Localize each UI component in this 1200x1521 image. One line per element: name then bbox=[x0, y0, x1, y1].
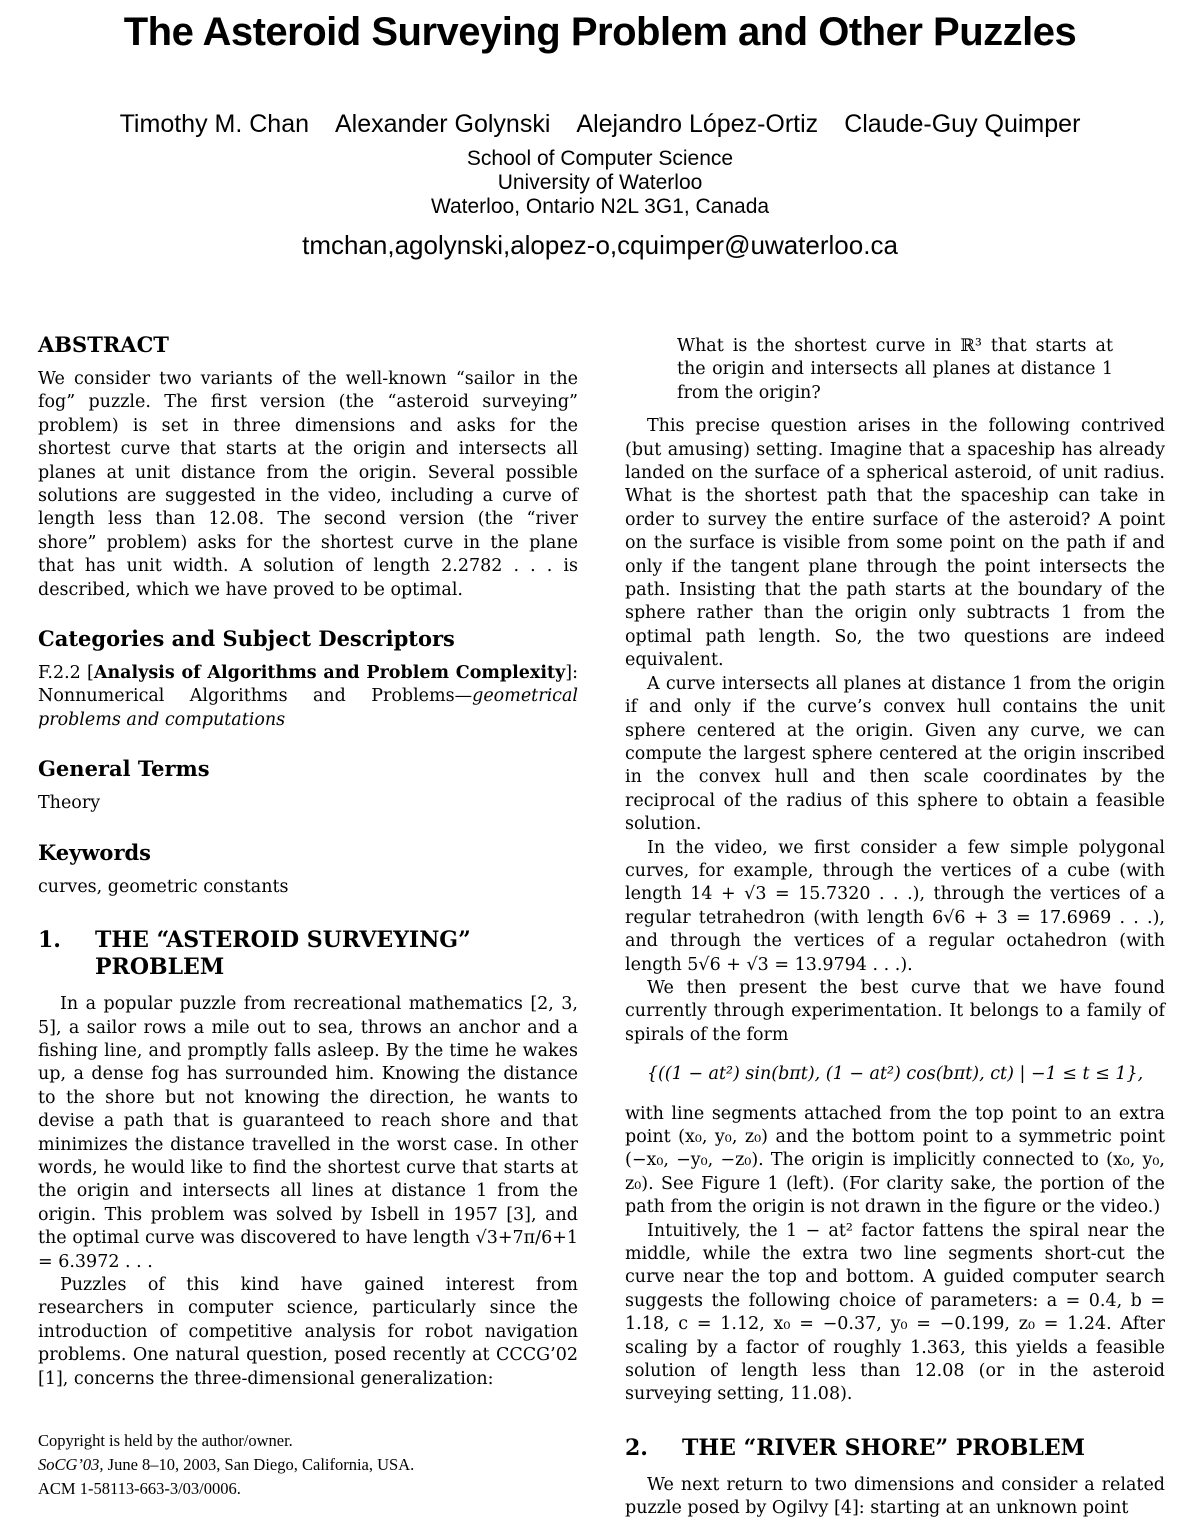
abstract-heading: ABSTRACT bbox=[38, 332, 169, 357]
affiliation-line: University of Waterloo bbox=[497, 171, 703, 194]
spiral-equation: {((1 − at²) sin(bπt), (1 − at²) cos(bπt), ct) | −1 ≤ t ≤ 1}, bbox=[646, 1064, 1144, 1085]
right-column bbox=[625, 331, 1165, 1519]
paper-title: The Asteroid Surveying Problem and Other Puzzles bbox=[123, 10, 1077, 54]
section-1-paragraph-2: Puzzles of this kind have gained interest from researchers in computer science, particularly since the introduction of competitive analysis for robot navigation problems. One natural question, posed recently at CCCG’02 [1], concerns the three-dimensional generalization: bbox=[38, 1274, 578, 1389]
author-list bbox=[0, 110, 1200, 138]
copyright-line: Copyright is held by the author/owner. bbox=[38, 1431, 293, 1450]
section-1-number: 1. bbox=[38, 927, 61, 954]
asteroid-paragraph-5: with line segments attached from the top point to an extra point (x₀, y₀, z₀) and the bottom point to a symmetric point (−x₀, −y₀, −z₀). The origin is implicitly connected to (x₀, y₀, z₀). See Figure 1 (left). (For clarity sake, the portion of the path from the origin is not drawn in the figure or the video.) bbox=[625, 1103, 1165, 1218]
section-2-heading bbox=[625, 1435, 1165, 1462]
author-name: Timothy M. Chan bbox=[119, 110, 309, 138]
section-2-number: 2. bbox=[625, 1434, 648, 1461]
abstract-paragraph: We consider two variants of the well-known “sailor in the fog” puzzle. The first version (the “asteroid surveying” problem) is set in three dimensions and asks for the shortest curve that starts at the origin and intersects all planes at unit distance from the origin. Several possible solutions are suggested in the video, including a curve of length less than 12.08. The second version (the “river shore” problem) asks for the shortest curve in the plane that has unit width. A solution of length 2.2782 . . . is described, which we have proved to be optimal. bbox=[38, 369, 578, 600]
section-1-heading bbox=[38, 927, 578, 981]
copyright-line bbox=[38, 1453, 578, 1477]
section-2-paragraph-1: We next return to two dimensions and consider a related puzzle posed by Ogilvy [4]: starting at an unknown point bbox=[625, 1474, 1165, 1519]
email-line: tmchan,agolynski,alopez-o,cquimper@uwaterloo.ca bbox=[302, 230, 898, 260]
categories-subject: geometrical problems and computations bbox=[38, 686, 578, 730]
asteroid-paragraph-6: Intuitively, the 1 − at² factor fattens the spiral near the middle, while the extra two line segments short-cut the curve near the top and bottom. A guided computer search suggests the following choice of parameters: a = 0.4, b = 1.18, c = 1.12, x₀ = −0.37, y₀ = −0.199, z₀ = 1.24. After scaling by a factor of roughly 1.363, this yields a feasible solution of length less than 12.08 (or in the asteroid surveying setting, 11.08). bbox=[625, 1220, 1165, 1405]
asteroid-paragraph-4: We then present the best curve that we have found currently through experimentation. It belongs to a family of spirals of the form bbox=[625, 977, 1165, 1045]
categories-mid: ]: Nonnumerical Algorithms and Problems— bbox=[38, 663, 578, 707]
keywords-paragraph: curves, geometric constants bbox=[38, 876, 289, 897]
section-1-paragraph-1: In a popular puzzle from recreational mathematics [2, 3, 5], a sailor rows a mile out to sea, throws an anchor and a fishing line, and promptly falls asleep. By the time he wakes up, a dense fog has surrounded him. Knowing the distance to the shore but not knowing the direction, he wants to devise a path that is guaranteed to reach shore and that minimizes the distance travelled in the worst case. In other words, he would like to find the shortest curve that starts at the origin and intersects all lines at distance 1 from the origin. This problem was solved by Isbell in 1957 [3], and the optimal curve was discovered to have length √3+7π/6+1 = 6.3972 . . . bbox=[38, 994, 578, 1272]
author-name: Alexander Golynski bbox=[335, 110, 551, 138]
copyright-line: ACM 1-58113-663-3/03/0006. bbox=[38, 1479, 241, 1498]
two-column-body bbox=[38, 331, 1165, 1519]
general-terms-paragraph: Theory bbox=[38, 793, 101, 814]
copyright-venue: SoCG’03, bbox=[38, 1455, 104, 1474]
author-name: Claude-Guy Quimper bbox=[844, 110, 1081, 138]
general-terms-heading: General Terms bbox=[38, 756, 210, 782]
copyright-notice bbox=[38, 1429, 578, 1501]
asteroid-paragraph-3: In the video, we first consider a few simple polygonal curves, for example, through the vertices of a cube (with length 14 + √3 = 15.7320 . . .), through the vertices of a regular tetrahedron (with length 6√6 + 3 = 17.6969 . . .), and through the vertices of a regular octahedron (with length 5√6 + √3 = 13.9794 . . .). bbox=[625, 837, 1165, 975]
categories-descriptor: Analysis of Algorithms and Problem Complexity bbox=[93, 663, 566, 684]
categories-prefix: F.2.2 [ bbox=[38, 663, 94, 684]
section-1-title: THE “ASTEROID SURVEYING” PROBLEM bbox=[95, 927, 471, 981]
affiliation-line: School of Computer Science bbox=[466, 147, 734, 170]
asteroid-paragraph-2: A curve intersects all planes at distance 1 from the origin if and only if the curve’s convex hull contains the unit sphere centered at the origin. Given any curve, we can compute the largest sphere centered at the origin inscribed in the convex hull and then scale coordinates by the reciprocal of the radius of this sphere to obtain a feasible solution. bbox=[625, 673, 1165, 835]
keywords-heading: Keywords bbox=[38, 839, 152, 865]
author-name: Alejandro López-Ortiz bbox=[576, 110, 819, 138]
copyright-venue-rest: June 8–10, 2003, San Diego, California, USA. bbox=[103, 1455, 415, 1474]
section-2-title: THE “RIVER SHORE” PROBLEM bbox=[682, 1434, 1085, 1461]
affiliation-line: Waterloo, Ontario N2L 3G1, Canada bbox=[430, 195, 770, 218]
problem-quote: What is the shortest curve in ℝ³ that starts at the origin and intersects all planes at distance 1 from the origin? bbox=[677, 336, 1113, 403]
categories-heading: Categories and Subject Descriptors bbox=[38, 626, 455, 652]
categories-paragraph bbox=[38, 662, 578, 732]
left-column bbox=[38, 331, 578, 1501]
paper-header bbox=[0, 0, 1200, 259]
asteroid-paragraph-1: This precise question arises in the following contrived (but amusing) setting. Imagine that a spaceship has already landed on the surface of a spherical asteroid, of unit radius. What is the shortest path that the spaceship can take in order to survey the entire surface of the asteroid? A point on the surface is visible from some point on the path if and only if the tangent plane through the point intersects the path. Insisting that the path starts at the boundary of the sphere rather than the origin only subtracts 1 from the optimal path length. So, the two questions are indeed equivalent. bbox=[625, 416, 1165, 671]
